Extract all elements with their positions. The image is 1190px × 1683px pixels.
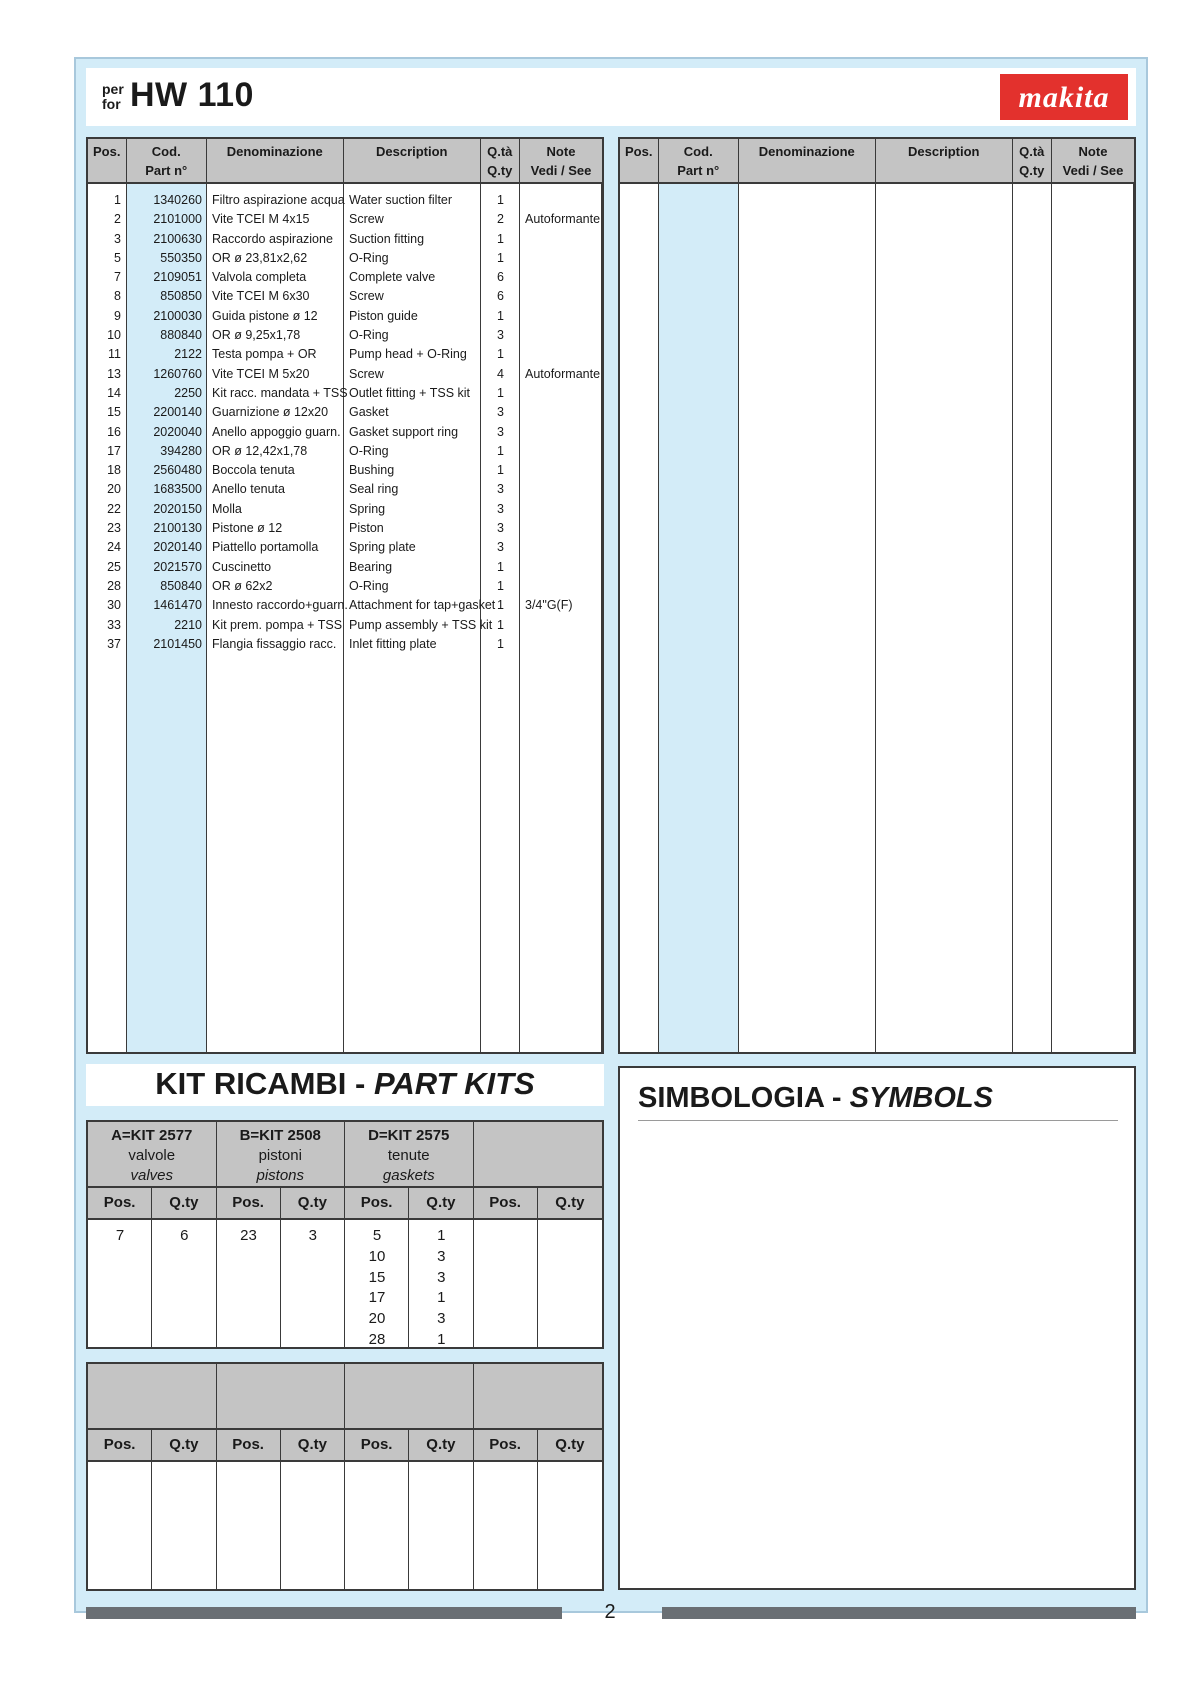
table-row [88,365,602,384]
table-row [88,616,602,635]
cell-denom: Vite TCEI M 4x15 [212,212,310,227]
cell-pos: 25 [107,559,121,574]
cell-qty: 2 [497,212,504,227]
kit-table-bottom [86,1362,604,1591]
kit-subheader-pos: Pos. [88,1188,152,1220]
cell-cod: 2101450 [153,636,202,651]
cell-cod: 2020140 [153,540,202,555]
cell-denom: Filtro aspirazione acqua [212,193,345,207]
kit-title-box [86,1064,604,1106]
cell-denom: Cuscinetto [212,559,272,574]
cell-qty: 6 [497,270,504,285]
kit-subheader-qty: Q.ty [152,1430,216,1462]
cell-qty: 1 [497,559,504,574]
cell-pos: 33 [107,617,121,632]
kit-column-qty [538,1220,602,1347]
table-row [88,577,602,596]
table-row [88,442,602,461]
cell-cod: 2101000 [153,212,202,227]
symbols-divider [638,1120,1118,1121]
cell-desc: Inlet fitting plate [349,636,437,651]
kit-cell-pos: 15 [368,1268,386,1286]
cell-denom: Kit racc. mandata + TSS [212,385,348,400]
cell-cod: 2109051 [153,270,202,285]
cell-cod: 1340260 [153,193,202,207]
cell-denom: Innesto raccordo+guarn. [212,598,348,613]
cell-desc: O-Ring [349,328,389,343]
table-header [620,139,1134,184]
cell-cod: 2020040 [153,424,202,439]
kit-subheader-pos: Pos. [345,1430,409,1462]
parts-table-right [618,137,1136,1054]
cell-cod: 2100030 [153,308,202,323]
cell-cod: 1683500 [153,482,202,497]
cell-denom: Guida pistone ø 12 [212,308,318,323]
cell-qty: 6 [497,289,504,304]
cell-denom: Vite TCEI M 6x30 [212,289,310,304]
kit-column-pos [88,1462,152,1589]
table-row [88,480,602,499]
cell-qty: 1 [497,231,504,246]
column-denom [739,139,876,1052]
header-quantity: Q.tà Q.ty [481,139,519,182]
cell-pos: 18 [107,463,121,478]
cell-denom: Molla [212,501,242,516]
cell-desc: O-Ring [349,443,389,458]
cell-pos: 22 [107,501,121,516]
kit-column-qty [538,1462,602,1589]
column-pos [620,139,659,1052]
cell-qty: 1 [497,463,504,478]
cell-note: 3/4"G(F) [525,598,573,613]
cell-denom: OR ø 62x2 [212,578,273,593]
kit-cell-pos: 17 [368,1289,386,1307]
kit-subheader-pos: Pos. [217,1430,281,1462]
cell-pos: 23 [107,521,121,536]
cell-pos: 24 [107,540,121,555]
cell-denom: Vite TCEI M 5x20 [212,366,310,381]
kit-cell-qty: 3 [308,1227,317,1244]
footer-bar-right [662,1607,1136,1619]
page-number: 2 [604,1601,616,1623]
kit-column-qty [152,1462,216,1589]
cell-cod: 2021570 [153,559,202,574]
kit-column-pos [345,1462,409,1589]
cell-note: Autoformante [525,366,601,381]
cell-pos: 5 [114,250,121,265]
cell-denom: OR ø 23,81x2,62 [212,250,308,265]
cell-pos: 11 [108,347,121,362]
cell-denom: Raccordo aspirazione [212,231,333,246]
cell-qty: 1 [497,250,504,265]
table-row [88,345,602,364]
cell-cod: 2122 [174,347,202,362]
table-row [88,287,602,306]
kit-table-top [86,1120,604,1349]
cell-cod: 850850 [160,289,202,304]
footer-bar-left [86,1607,562,1619]
cell-denom: Piattello portamolla [212,540,319,555]
cell-qty: 3 [497,521,504,536]
kit-cell-pos: 28 [368,1331,386,1348]
kit-group-header: D=KIT 2575 tenute gaskets [345,1122,474,1188]
kit-column-pos [217,1462,281,1589]
kit-subheader-pos: Pos. [345,1188,409,1220]
kit-cell-qty: 6 [180,1227,189,1244]
header-part-number: Cod. Part n° [127,139,206,182]
cell-pos: 15 [107,405,121,420]
kit-subheader-qty: Q.ty [538,1188,602,1220]
per-for-label: per for [102,81,124,112]
table-row [88,326,602,345]
cell-pos: 9 [114,308,121,323]
table-row [88,210,602,229]
cell-desc: Spring [349,501,386,516]
kit-cell-pos: 10 [368,1247,386,1265]
cell-desc: Suction fitting [349,231,425,246]
cell-qty: 3 [497,482,504,497]
cell-desc: Complete valve [349,270,436,285]
cell-desc: Gasket [349,405,389,420]
kit-cell-pos: 5 [372,1227,382,1244]
cell-denom: Anello appoggio guarn. [212,424,341,439]
cell-desc: Gasket support ring [349,424,459,439]
column-note [1052,139,1134,1052]
kit-subheader-qty: Q.ty [281,1430,345,1462]
header-note: Note Vedi / See [520,139,602,182]
cell-desc: Screw [349,366,384,381]
table-header [88,139,602,184]
kit-group-header [474,1122,603,1188]
cell-cod: 2200140 [153,405,202,420]
column-cod [659,139,739,1052]
kit-title: KIT RICAMBI - PART KITS [155,1066,535,1101]
column-desc [876,139,1013,1052]
cell-pos: 13 [107,366,121,381]
table-row [88,538,602,557]
kit-cell-pos: 20 [368,1310,386,1328]
page-header [86,68,1136,126]
kit-cell-qty: 1 [437,1289,446,1307]
cell-qty: 1 [497,578,504,593]
cell-denom: Testa pompa + OR [212,347,317,362]
cell-pos: 28 [107,578,121,593]
cell-pos: 20 [107,482,121,497]
cell-denom: Flangia fissaggio racc. [212,636,337,651]
cell-qty: 3 [497,501,504,516]
cell-pos: 30 [107,598,121,613]
cell-denom: Guarnizione ø 12x20 [212,405,329,420]
header-description: Description [344,139,480,182]
table-row [88,596,602,615]
cell-cod: 1461470 [153,598,202,613]
kit-cell-qty: 3 [437,1247,446,1265]
table-row [88,191,602,210]
cell-pos: 16 [107,424,121,439]
kit-subheader-qty: Q.ty [281,1188,345,1220]
table-row [88,268,602,287]
cell-qty: 1 [497,443,504,458]
header-note: Note Vedi / See [1052,139,1134,182]
cell-denom: OR ø 9,25x1,78 [212,328,301,343]
cell-denom: OR ø 12,42x1,78 [212,443,308,458]
header-denominazione: Denominazione [207,139,343,182]
kit-group-header-empty [217,1364,346,1430]
cell-denom: Valvola completa [212,270,307,285]
cell-desc: Pump assembly + TSS kit [349,617,493,632]
cell-desc: Water suction filter [349,193,453,207]
kit-column-qty [281,1462,345,1589]
cell-denom: Boccola tenuta [212,463,295,478]
cell-desc: Screw [349,212,384,227]
model-title: HW 110 [130,76,254,114]
table-row [88,307,602,326]
header-pos: Pos. [88,139,126,182]
kit-column-pos [474,1220,538,1347]
cell-cod: 850840 [160,578,202,593]
cell-denom: Pistone ø 12 [212,521,283,536]
cell-cod: 880840 [160,328,202,343]
cell-cod: 2100630 [153,231,202,246]
kit-group-header-empty [345,1364,474,1430]
kit-cell-pos: 7 [115,1227,125,1244]
table-body [88,191,602,654]
table-row [88,403,602,422]
cell-pos: 7 [114,270,121,285]
cell-desc: Screw [349,289,384,304]
cell-desc: Bushing [349,463,395,478]
cell-desc: O-Ring [349,578,389,593]
cell-desc: Bearing [349,559,393,574]
cell-denom: Kit prem. pompa + TSS [212,617,343,632]
cell-pos: 37 [107,636,121,651]
kit-group-header-empty [88,1364,217,1430]
cell-qty: 4 [497,366,504,381]
cell-cod: 2210 [174,617,202,632]
table-row [88,384,602,403]
cell-cod: 2020150 [153,501,202,516]
column-qty [1013,139,1052,1052]
parts-table-left [86,137,604,1054]
cell-qty: 1 [497,347,504,362]
kit-group-header: A=KIT 2577 valvole valves [88,1122,217,1188]
kit-subheader-qty: Q.ty [409,1188,473,1220]
kit-cell-qty: 1 [437,1227,446,1244]
cell-cod: 2560480 [153,463,202,478]
cell-desc: Attachment for tap+gasket [349,598,496,613]
kit-column-pos [474,1462,538,1589]
cell-qty: 3 [497,405,504,420]
cell-desc: Seal ring [349,482,399,497]
header-description: Description [876,139,1012,182]
kit-cell-pos: 23 [240,1227,257,1244]
table-row [88,461,602,480]
symbols-panel [618,1066,1136,1590]
table-row [88,423,602,442]
cell-qty: 3 [497,540,504,555]
kit-subheader-pos: Pos. [88,1430,152,1462]
header-part-number: Cod. Part n° [659,139,738,182]
kit-subheader-qty: Q.ty [152,1188,216,1220]
kit-group-header-empty [474,1364,603,1430]
kit-subheader-pos: Pos. [217,1188,281,1220]
header-pos: Pos. [620,139,658,182]
cell-pos: 3 [114,231,121,246]
kit-subheader-qty: Q.ty [409,1430,473,1462]
header-quantity: Q.tà Q.ty [1013,139,1051,182]
cell-desc: Spring plate [349,540,416,555]
kit-cell-qty: 3 [437,1268,446,1286]
table-row [88,500,602,519]
kit-subheader-pos: Pos. [474,1188,538,1220]
table-row [88,635,602,654]
cell-pos: 8 [114,289,121,304]
makita-logo: makita [1000,74,1128,120]
table-row [88,249,602,268]
symbols-title: SIMBOLOGIA - SYMBOLS [638,1082,993,1114]
cell-desc: Piston [349,521,384,536]
cell-note: Autoformante [525,212,601,227]
cell-qty: 1 [497,193,504,207]
kit-column-qty [409,1462,473,1589]
cell-desc: Outlet fitting + TSS kit [349,385,471,400]
cell-desc: O-Ring [349,250,389,265]
cell-qty: 1 [497,308,504,323]
cell-cod: 1260760 [153,366,202,381]
cell-cod: 550350 [160,250,202,265]
cell-cod: 2100130 [153,521,202,536]
cell-qty: 1 [497,598,504,613]
cell-denom: Anello tenuta [212,482,285,497]
kit-cell-qty: 3 [437,1310,446,1328]
table-row [88,230,602,249]
kit-subheader-qty: Q.ty [538,1430,602,1462]
cell-qty: 1 [497,636,504,651]
table-row [88,558,602,577]
cell-pos: 2 [114,212,121,227]
cell-qty: 1 [497,617,504,632]
header-denominazione: Denominazione [739,139,875,182]
kit-group-header: B=KIT 2508 pistoni pistons [217,1122,346,1188]
cell-qty: 3 [497,328,504,343]
cell-pos: 17 [107,443,121,458]
kit-cell-qty: 1 [437,1331,446,1348]
cell-desc: Piston guide [349,308,418,323]
cell-cod: 2250 [174,385,202,400]
cell-qty: 3 [497,424,504,439]
table-row [88,519,602,538]
cell-pos: 1 [114,193,121,207]
cell-cod: 394280 [160,443,202,458]
cell-desc: Pump head + O-Ring [349,347,467,362]
cell-qty: 1 [497,385,504,400]
cell-pos: 10 [107,328,121,343]
kit-subheader-pos: Pos. [474,1430,538,1462]
cell-pos: 14 [107,385,121,400]
